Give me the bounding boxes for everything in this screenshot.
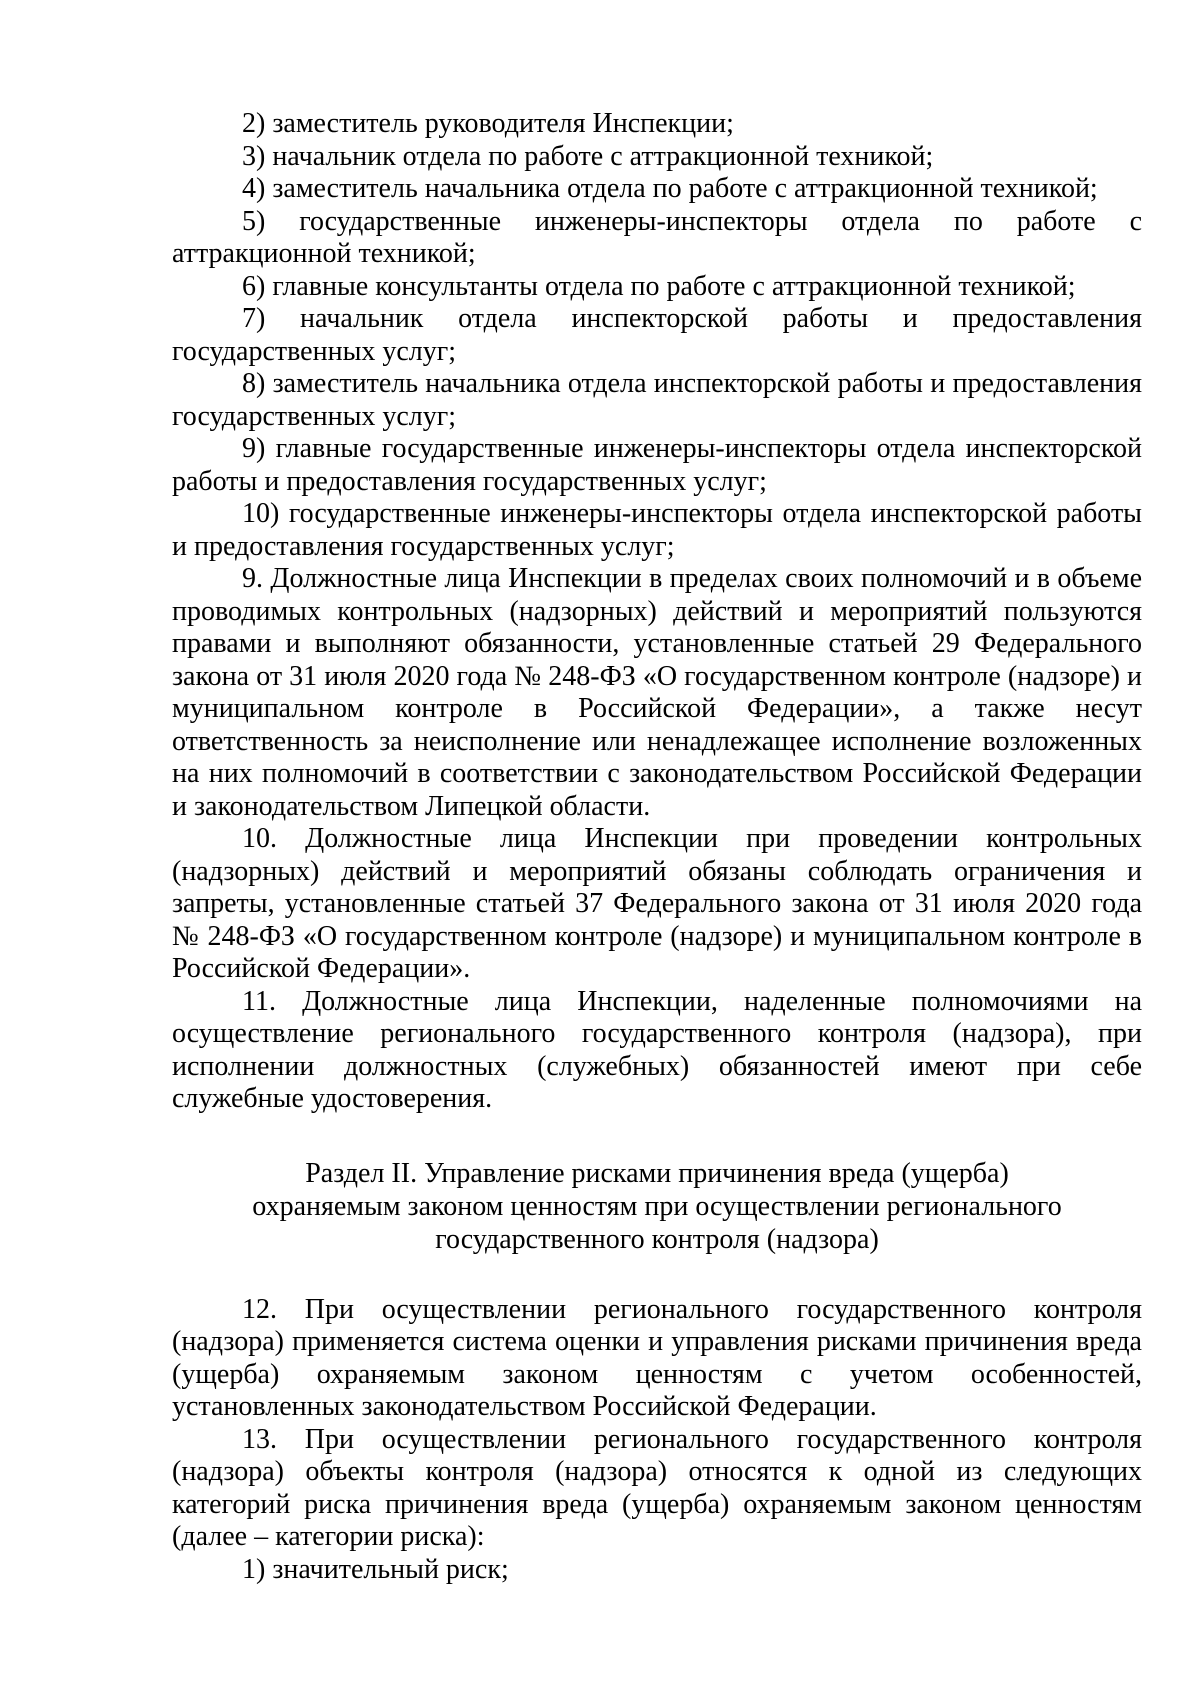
clause-12: 12. При осуществлении регионального государственного контроля (надзора) применяется система оценки и управления рисками причинения вреда (ущерба) охраняемым законом ценностям с учетом особенностей, установленных законодательством Российской Федерации. (172, 1293, 1142, 1422)
section-heading-line-3: государственного контроля (надзора) (435, 1223, 879, 1255)
clause-11: 11. Должностные лица Инспекции, наделенные полномочиями на осуществление регионального государственного контроля (надзора), при исполнении должностных (служебных) обязанностей имеют при себе служебные удостоверения. (172, 985, 1142, 1114)
clause-10: 10. Должностные лица Инспекции при проведении контрольных (надзорных) действий и мероприятий обязаны соблюдать ограничения и запреты, установленные статьей 37 Федерального закона от 31 июля 2020 года № 248-ФЗ «О государственном контроле (надзоре) и муниципальном контроле в Российской Федерации». (172, 823, 1142, 984)
list-item-8: 8) заместитель начальника отдела инспекторской работы и предоставления государственных услуг; (172, 368, 1142, 432)
list-item-3: 3) начальник отдела по работе с аттракционной техникой; (242, 140, 934, 172)
list-item-9: 9) главные государственные инженеры-инспекторы отдела инспекторской работы и предоставления государственных услуг; (172, 433, 1142, 497)
list-item-2: 2) заместитель руководителя Инспекции; (242, 108, 734, 139)
list-item-6: 6) главные консультанты отдела по работе с аттракционной техникой; (242, 270, 1076, 302)
list-item-4: 4) заместитель начальника отдела по работе с аттракционной техникой; (242, 173, 1098, 204)
list-item-7: 7) начальник отдела инспекторской работы и предоставления государственных услуг; (172, 303, 1142, 367)
section-heading-line-2: охраняемым законом ценностям при осуществлении регионального (252, 1190, 1062, 1222)
list-item-10: 10) государственные инженеры-инспекторы отдела инспекторской работы и предоставления государственных услуг; (172, 498, 1142, 562)
section-heading-line-1: Раздел II. Управление рисками причинения вреда (ущерба) (305, 1157, 1009, 1189)
risk-category-1: 1) значительный риск; (242, 1553, 509, 1585)
clause-9: 9. Должностные лица Инспекции в пределах своих полномочий и в объеме проводимых контрольных (надзорных) действий и мероприятий пользуются правами и выполняют обязанности, установленные статьей 29 Федерального закона от 31 июля 2020 года № 248-ФЗ «О государственном контроле (надзоре) и муниципальном контроле в Российской Федерации», а также несут ответственность за неисполнение или ненадлежащее исполнение возложенных на них полномочий в соответствии с законодательством Российской Федерации и законодательством Липецкой области. (172, 563, 1142, 822)
list-item-5: 5) государственные инженеры-инспекторы отдела по работе с аттракционной техникой; (172, 205, 1142, 269)
clause-13: 13. При осуществлении регионального государственного контроля (надзора) объекты контроля (надзора) относятся к одной из следующих категорий риска причинения вреда (ущерба) охраняемым законом ценностям (далее – категории риска): (172, 1423, 1142, 1552)
document-page (172, 108, 1142, 1586)
section-heading (172, 1157, 1142, 1256)
